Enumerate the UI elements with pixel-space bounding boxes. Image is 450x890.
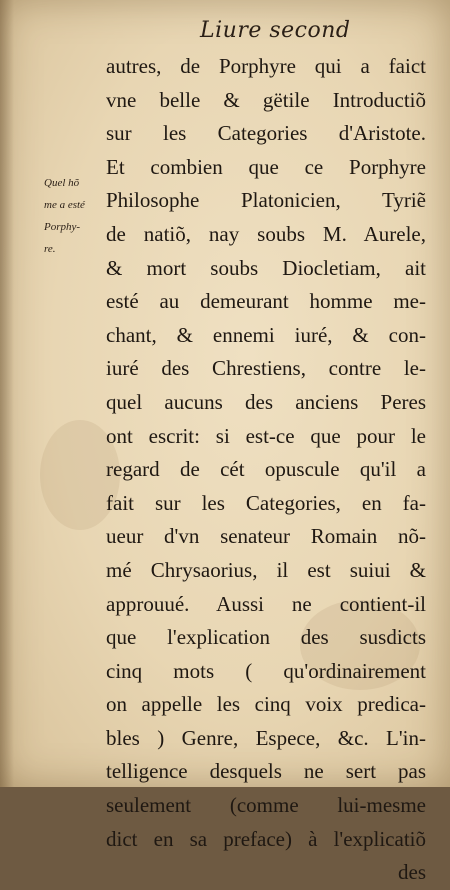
text-line: regard de cét opuscule qu'il a (106, 457, 426, 482)
margin-note-line: Quel hõ (44, 177, 80, 189)
margin-note-line: me a esté (44, 199, 85, 211)
text-line: mé Chrysaorius, il est suiui & (106, 557, 426, 582)
running-head: Liure second (200, 18, 351, 43)
text-line: quel aucuns des anciens Peres (106, 389, 426, 414)
catchword: des (398, 860, 426, 885)
text-line: on appelle les cinq voix predica- (106, 692, 426, 717)
text-line: ueur d'vn senateur Romain nõ- (106, 524, 426, 549)
text-line: & mort soubs Diocletiam, ait (106, 255, 426, 280)
margin-note-line: re. (44, 243, 56, 255)
text-line: dict en sa preface) à l'explicatiõ (106, 826, 426, 851)
margin-note-line: Porphy- (44, 221, 81, 233)
text-line: vne belle & gëtile Introductiõ (106, 87, 426, 112)
text-line: cinq mots ( qu'ordinairement (106, 658, 426, 683)
text-line: de natiõ, nay soubs M. Aurele, (106, 221, 426, 246)
text-line: approuué. Aussi ne contient-il (106, 591, 426, 616)
text-line: iuré des Chrestiens, contre le- (106, 356, 426, 381)
text-line: bles ) Genre, Espece, &c. L'in- (106, 725, 426, 750)
body-text (106, 50, 426, 890)
text-line: fait sur les Categories, en fa- (106, 490, 426, 515)
text-line: esté au demeurant homme me- (106, 289, 426, 314)
text-line: Et combien que ce Porphyre (106, 154, 426, 179)
text-line: que l'explication des susdicts (106, 625, 426, 650)
margin-note (44, 172, 102, 260)
text-line: ont escrit: si est-ce que pour le (106, 423, 426, 448)
text-line: telligence desquels ne sert pas (106, 759, 426, 784)
text-line: sur les Categories d'Aristote. (106, 121, 426, 146)
page-gutter-shadow (0, 0, 14, 787)
text-line: chant, & ennemi iuré, & con- (106, 322, 426, 347)
text-line: seulement (comme lui-mesme (106, 793, 426, 818)
text-line: autres, de Porphyre qui a faict (106, 54, 426, 78)
text-line: Philosophe Platonicien, Tyriẽ (106, 188, 426, 213)
